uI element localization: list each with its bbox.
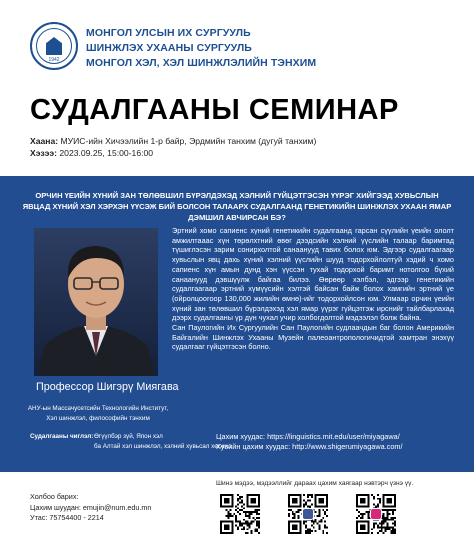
email-label: Цахим шуудан: [30, 502, 83, 512]
speaker-links [216, 432, 402, 452]
instagram-icon [370, 508, 382, 520]
website-link[interactable]: https://linguistics.mit.edu/user/miyagawa/ [267, 432, 400, 441]
contact-heading: Холбоо барих: [30, 492, 79, 501]
time-value: 2023.09.25, 15:00-16:00 [57, 148, 154, 158]
qr-code-icon[interactable] [220, 494, 260, 534]
email-line [30, 503, 151, 514]
website-line [216, 432, 402, 442]
university-line: МОНГОЛ УЛСЫН ИХ СУРГУУЛЬ [86, 27, 251, 39]
phone-label: Утас: [30, 513, 50, 522]
seminar-abstract [172, 226, 454, 352]
personal-website-label: Хувийн цахим хуудас: [216, 442, 293, 451]
time-label: Хэзээ: [30, 148, 57, 158]
phone-line [30, 513, 151, 524]
speaker-affiliation [22, 404, 174, 423]
research-interests [30, 432, 232, 452]
seminar-topic: ОРЧИН ҮЕИЙН ХҮНИЙ ЗАН ТӨЛӨВШИЛ БҮРЭЛДЭХЭД ХЭЛНИЙ ГҮЙЦЭТГЭСЭН ҮҮРЭГ ХИЙГЭЭД ХУВЬСЛЫН ЯВЦАД ХҮНИЙ ХЭЛ ХЭРХЭН ҮҮСЭЖ БИЙ БОЛСОН ТАЛААРХ СУДАЛГААНД ГЕНЕТИКИЙН ШИНЖЛЭХ УХААН ЯМАР ДЭМШИЛ АВЧИРСАН БЭ? [22, 191, 452, 222]
department-line: МОНГОЛ ХЭЛ, ХЭЛ ШИНЖЛЭЛИЙН ТЭНХИМ [86, 57, 317, 69]
time-line [30, 147, 316, 159]
page-title: СУДАЛГААНЫ СЕМИНАР [30, 94, 399, 126]
affiliation-line: АНУ-ын Массачусетсийн Технологийн Институт, [27, 405, 169, 412]
phone-number: 75754400 - 2214 [49, 513, 104, 522]
abstract-paragraph: Эртний хомо сапиенс хүний генетикийн судалгаанд гарсан сүүлийн үеийн ололт амжилтааас хүн төрөлхтний өвөг дээдсийн хэлний үүслийн талаар баримтад түшиглэсэн зарим сонирхолтой санаанууд тавих болох юм. Эдгээр судалгаагаар хувьслын явц дахь хүний хэлний үүслийн шууд тодорхойлолтуй хэдий ч хомо сапиенс хүн амын дунд хэн үүссэн тухай тодорхой баримт нотолгоо бүхий санаанууд дэвшүүлж байгаа билээ. Өөрөөр хэлбэл, эдгээр генетикийн судалгаагаар эртний хүмүүсийн хэлтэй байсан байж болох хамгийн эртний үе (ойролцоогоор 130,000 жилийн өмнө)-ийг тодорхойлсон юм. Улмаар орчин үеийн хүний зан төлөвшил бүрэлдэхэд хэл ямар үүрэг гүйцэтгэж ирснийг тайлбарлахад дээрх судалгааны үр дүн чухал учир холбогдолтой мэдээлэл болж байна. [172, 226, 454, 323]
school-line: ШИНЖЛЭХ УХААНЫ СУРГУУЛЬ [86, 42, 252, 54]
venue-value: МУИС-ийн Хичээлийн 1-р байр, Эрдмийн танхим (дугуй танхим) [58, 136, 317, 146]
event-details [30, 135, 316, 159]
speaker-name: Профессор Шигэрү Миягава [36, 381, 179, 393]
venue-label: Хаана: [30, 136, 59, 146]
abstract-paragraph: Сан Паулогийн Их Сургуулийн Сан Паулогийн судлаачдын баг болон Америкийн Байгалийн Шинжлэх Ухааны Музейн палеоантропологичидтой хамтран энэхүү судалгааг гүйцэтгэсэн болно. [172, 323, 454, 352]
venue-line [30, 135, 316, 147]
qr-code-icon[interactable] [356, 494, 396, 534]
contact-info [30, 492, 151, 524]
personal-website-link[interactable]: http://www.shigerumiyagawa.com/ [292, 442, 403, 451]
qr-code-icon[interactable] [288, 494, 328, 534]
speaker-photo [34, 228, 158, 376]
qr-caption: Шинэ мэдээ, мэдээллийг дараах цахим хаягаар нэвтэрч үзнэ үү. [216, 480, 414, 487]
personal-website-line [216, 442, 402, 452]
interest-value: ба Алтай хэл шинжлэл, хэлний хувьсал хөгжил [94, 443, 232, 450]
email-link[interactable]: emujin@num.edu.mn [82, 502, 152, 512]
interest-value: Өгүүлбэр зүй, Япон хэл [94, 433, 163, 440]
website-label: Цахим хуудас: [216, 432, 268, 441]
facebook-icon [302, 508, 314, 520]
university-seal-icon: 1942 [30, 22, 78, 70]
interest-label: Судалгааны чиглэл: [30, 433, 94, 440]
university-name [86, 26, 316, 71]
interest-line [30, 442, 232, 452]
interest-line [30, 432, 232, 442]
affiliation-line: Хэл шинжлэл, философийн тэнхим [46, 414, 150, 422]
